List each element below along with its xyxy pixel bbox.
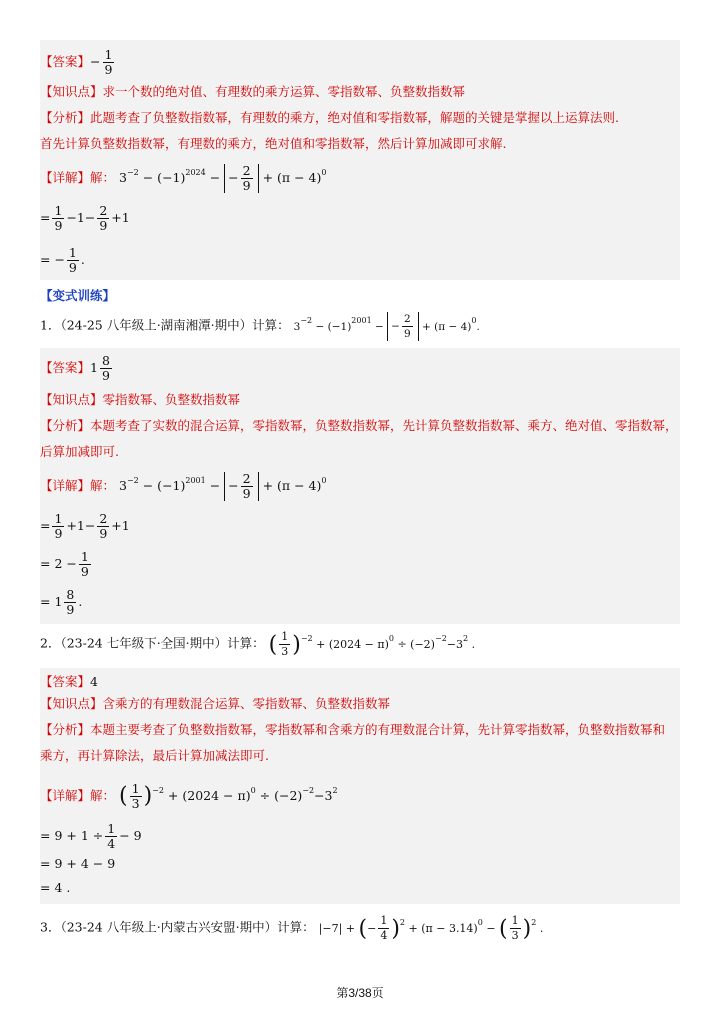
step-3: = 4 .: [40, 880, 71, 895]
analysis-label: 【分析】: [40, 110, 91, 125]
knowledge-line: 【知识点】含乘方的有理数混合运算、零指数幂、负整数指数幂: [40, 696, 391, 711]
knowledge-line: [40, 84, 465, 100]
variant-heading: 【变式训练】: [40, 288, 116, 303]
analysis-line-2: 乘方，再计算除法，最后计算加减法即可.: [40, 748, 269, 763]
knowledge-label: 【知识点】: [40, 84, 103, 99]
solution-box-1: [40, 40, 680, 280]
analysis-line-2: 后算加减即可.: [40, 444, 119, 459]
question-2: 2．（23-24 七年级下·全国·期中）计算： ( $\frac{1}{3}$ )$^{-2} + (2024 - \pi)^0 \div (-2)^{-2}-3^2$ .: [40, 630, 476, 658]
knowledge-line: 【知识点】零指数幂、负整数指数幂: [40, 392, 241, 407]
answer-line: 【答案】1 $\frac{8}{9}$: [40, 353, 110, 383]
question-3: 3．（23-24 八年级上·内蒙古兴安盟·期中）计算： |−7| + (− $\frac{1}{4}$ )$^2 + (\pi - 3.14)^0$ − ( $\frac{1}{3}$ )$^2$ .: [40, 914, 544, 942]
page-footer: 第3/38页: [336, 986, 384, 1000]
detail-line: 【详解】解： $3^{-2} - (-1)^{2001}$ − − $\frac{2}{9}$ + $(\pi - 4)^0$: [40, 471, 327, 501]
knowledge-text: 求一个数的绝对值、有理数的乘方运算、零指数幂、负整数指数幂: [102, 84, 466, 99]
step-1: = $\frac{1}{9}$ +1− $\frac{2}{9}$ +1: [40, 511, 130, 541]
step-2: = 2 − $\frac{1}{9}$: [40, 549, 89, 579]
detail-label: 【详解】: [40, 170, 91, 185]
analysis-line-1: 【分析】本题考查了实数的混合运算，零指数幂，负整数指数幂，先计算负整数指数幂、乘方、绝对值、零指数幂，: [40, 418, 678, 433]
detail-line: 【详解】解： ( $\frac{1}{3}$ )$^{-2} + (2024 - \pi)^0 \div (-2)^{-2}-3^2$: [40, 781, 338, 811]
analysis-line-2: 首先计算负整数指数幂，有理数的乘方，绝对值和零指数幂，然后计算加减即可求解.: [40, 136, 507, 151]
solution-box-3: [40, 668, 680, 904]
step-1: = 9 + 1 ÷ $\frac{1}{4}$ − 9: [40, 821, 142, 851]
solution-box-2: [40, 348, 680, 624]
answer-label: 【答案】: [40, 54, 91, 69]
analysis-line-1: 【分析】本题主要考查了负整数指数幂，零指数幂和含乘方的有理数混合计算，先计算零指数幂，负整数指数幂和: [40, 722, 666, 737]
step-2: = 9 + 4 − 9: [40, 856, 116, 871]
step-2: = − $\frac{1}{9}$ .: [40, 245, 85, 275]
step-3: = 1 $\frac{8}{9}$ .: [40, 587, 83, 617]
answer-line: 【答案】4: [40, 674, 98, 689]
step-1: = $\frac{1}{9}$ −1− $\frac{2}{9}$ +1: [40, 203, 130, 233]
analysis-line-1: 【分析】此题考查了负整数指数幂，有理数的乘方，绝对值和零指数幂，解题的关键是掌握以上运算法则.: [40, 110, 619, 125]
answer-line: 【答案】− $\frac{1}{9}$: [40, 47, 113, 77]
detail-line: 【详解】解： $3^{-2} - (-1)^{2024}$ − − $\frac{2}{9}$ + $(\pi - 4)^0$: [40, 163, 327, 193]
question-1: 1．（24-25 八年级上·湖南湘潭·期中）计算： $3^{-2} - (-1)^{2001}$ − − $\frac{2}{9}$ + $(\pi - 4)^0$.: [40, 313, 480, 340]
